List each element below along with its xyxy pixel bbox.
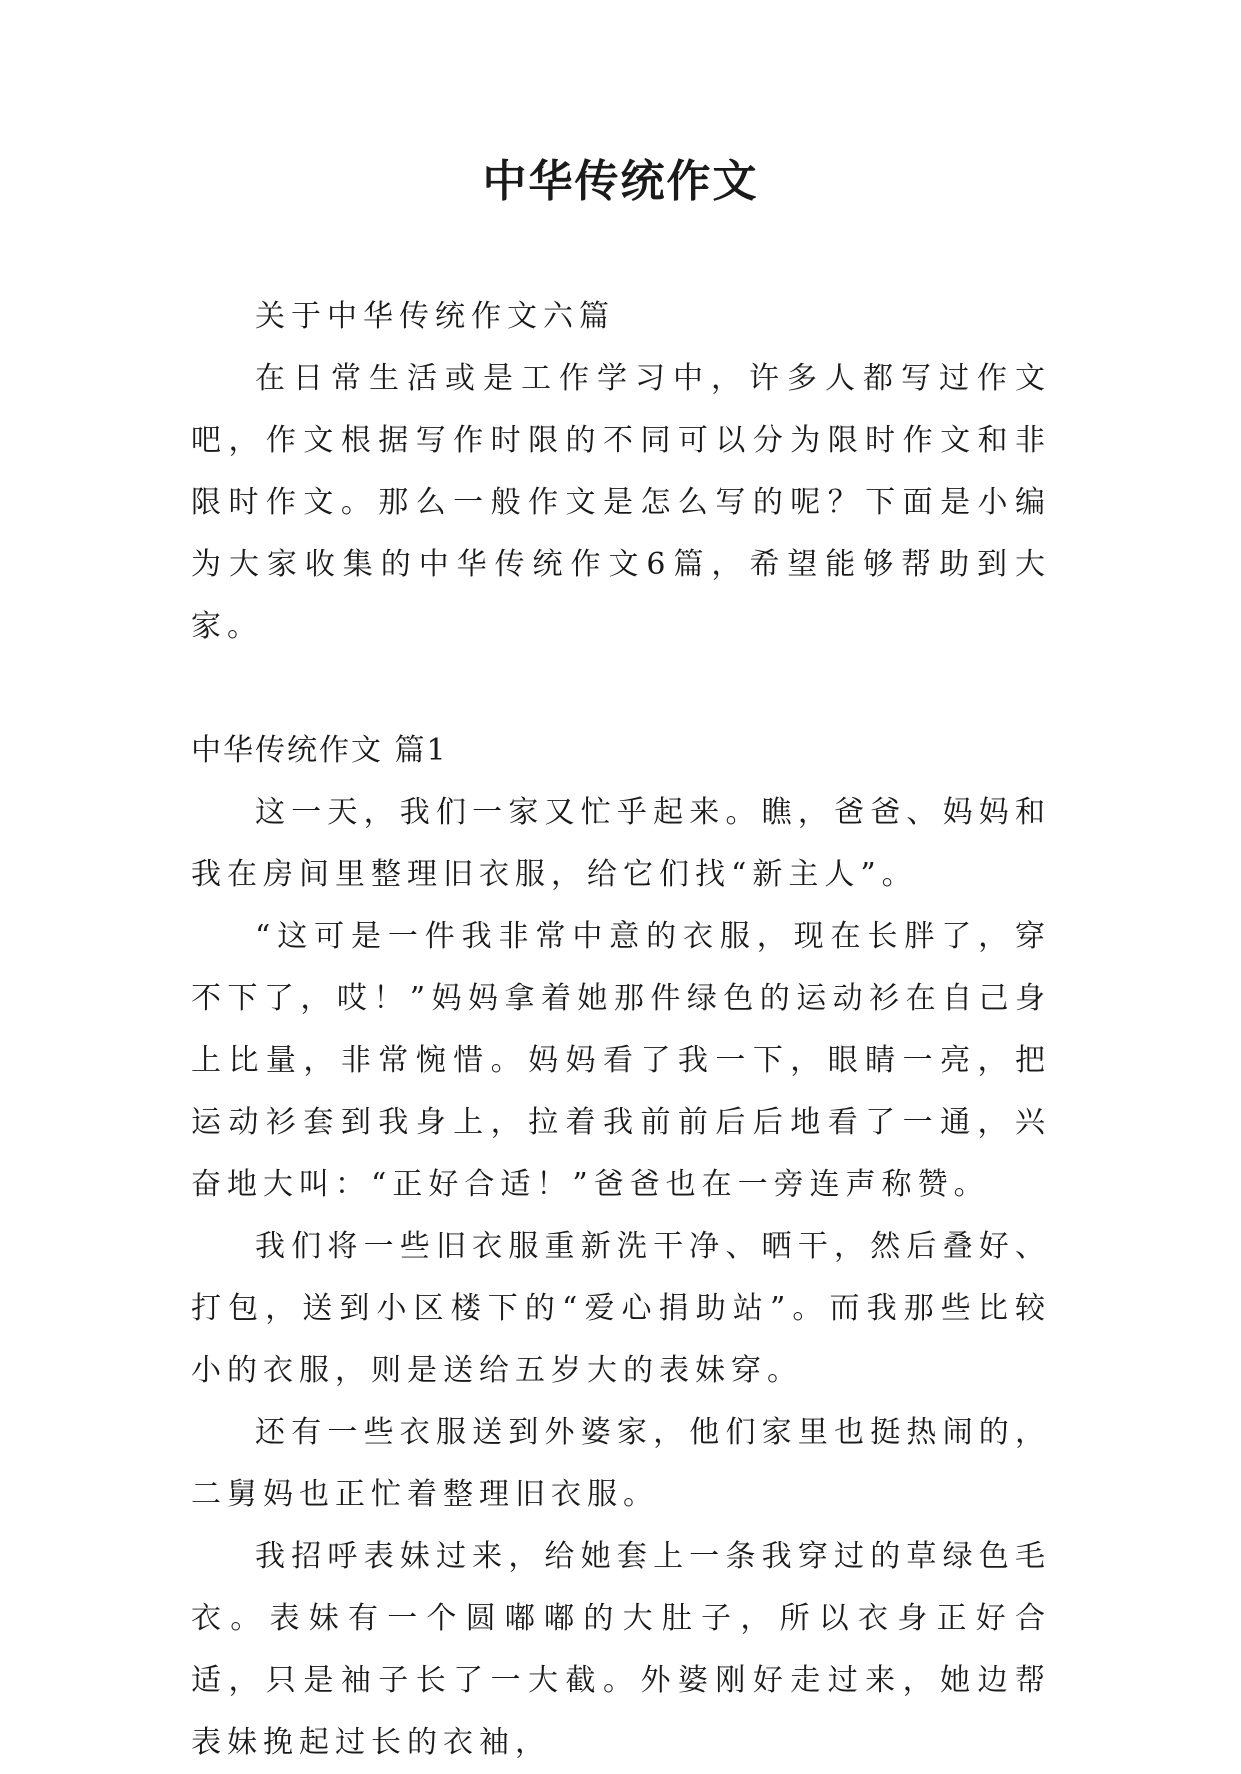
document-title: 中华传统作文 bbox=[482, 156, 759, 207]
body-paragraph: 还有一些衣服送到外婆家，他们家里也挺热闹的，二舅妈也正忙着整理旧衣服。 bbox=[191, 1415, 1051, 1512]
body-paragraph: 我招呼表妹过来，给她套上一条我穿过的草绿色毛衣。表妹有一个圆嘟嘟的大肚子，所以衣身正好合适，只是袖子长了一大截。外婆刚好走过来，她边帮表妹挽起过长的衣袖， bbox=[191, 1539, 1051, 1760]
section-heading: 中华传统作文 篇1 bbox=[191, 733, 448, 768]
document-body bbox=[191, 286, 1051, 1774]
body-paragraph: 我们将一些旧衣服重新洗干净、晒干，然后叠好、打包，送到小区楼下的“爱心捐助站”。而我那些比较小的衣服，则是送给五岁大的表妹穿。 bbox=[191, 1229, 1051, 1388]
intro-paragraph: 在日常生活或是工作学习中，许多人都写过作文吧，作文根据写作时限的不同可以分为限时作文和非限时作文。那么一般作文是怎么写的呢？下面是小编为大家收集的中华传统作文6篇，希望能够帮助到大家。 bbox=[191, 361, 1051, 644]
section-spacer bbox=[191, 658, 1051, 720]
body-paragraph: “这可是一件我非常中意的衣服，现在长胖了，穿不下了，哎！”妈妈拿着她那件绿色的运动衫在自己身上比量，非常惋惜。妈妈看了我一下，眼睛一亮，把运动衫套到我身上，拉着我前前后后地看了一通，兴奋地大叫：“正好合适！”爸爸也在一旁连声称赞。 bbox=[191, 919, 1051, 1202]
body-paragraph: 这一天，我们一家又忙乎起来。瞧，爸爸、妈妈和我在房间里整理旧衣服，给它们找“新主人”。 bbox=[191, 795, 1051, 892]
document-subtitle: 关于中华传统作文六篇 bbox=[255, 299, 615, 334]
